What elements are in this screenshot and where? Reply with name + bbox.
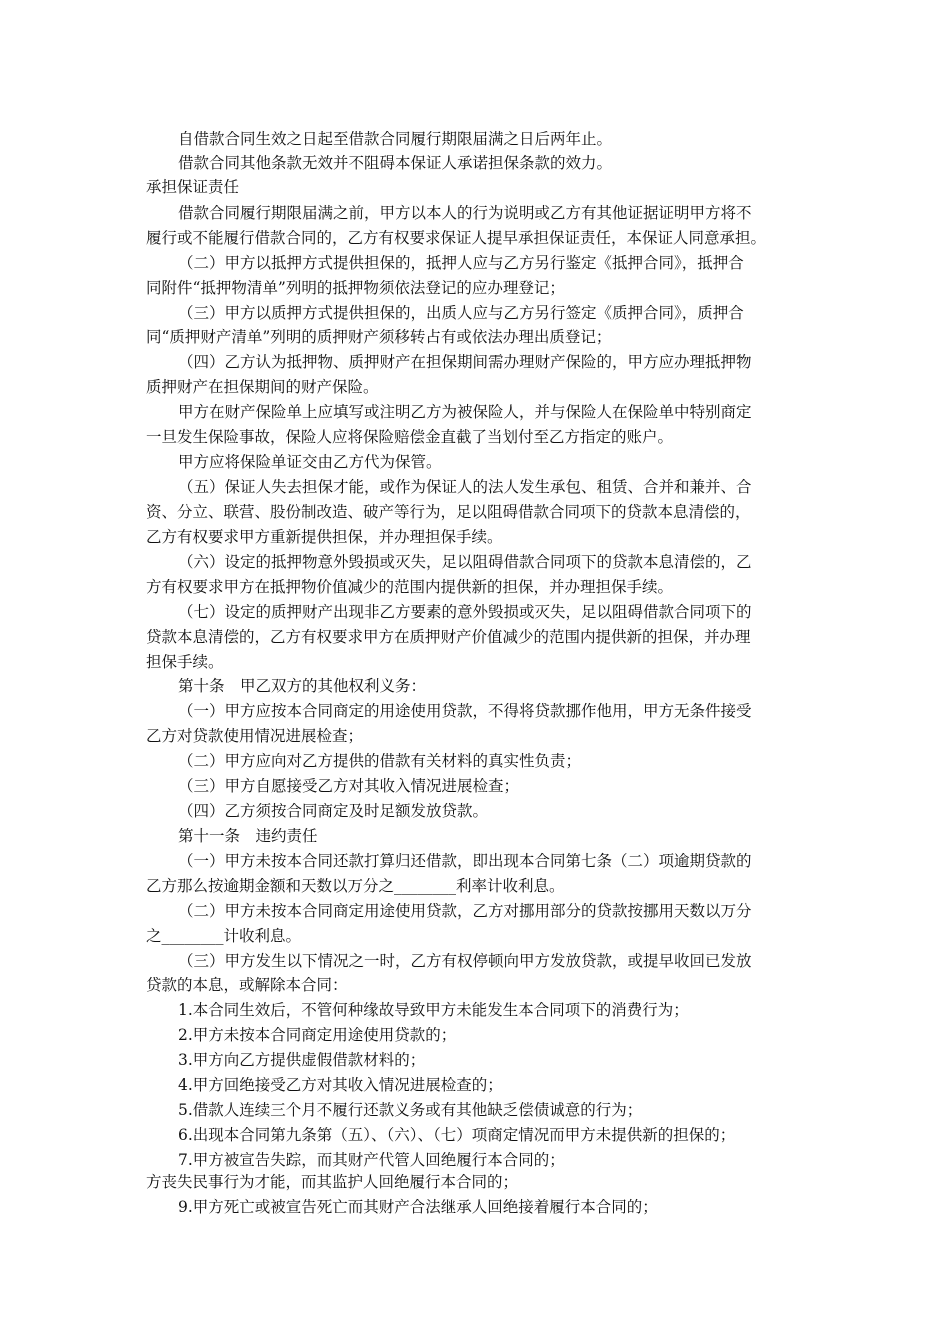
list-item: 7.甲方被宣告失踪，而其财产代管人回绝履行本合同的； <box>178 1151 565 1169</box>
paragraph-line: 之________计收利息。 <box>146 927 302 945</box>
paragraph-line: （三）甲方以质押方式提供担保的，出质人应与乙方另行签定《质押合同》，质押合 <box>178 304 744 322</box>
paragraph-line: 同附件“抵押物清单”列明的抵押物须依法登记的应办理登记； <box>146 279 565 297</box>
article-heading: 第十一条 违约责任 <box>178 827 318 845</box>
paragraph-line: 质押财产在担保期间的财产保险。 <box>146 378 379 396</box>
list-item: 9.甲方死亡或被宣告死亡而其财产合法继承人回绝接着履行本合同的； <box>178 1198 658 1216</box>
paragraph-line: 资、分立、联营、股份制改造、破产等行为，足以阻碍借款合同项下的贷款本息清偿的， <box>146 503 751 521</box>
paragraph-line: 一旦发生保险事故，保险人应将保险赔偿金直截了当划付至乙方指定的账户。 <box>146 428 674 446</box>
article-heading: 第十条 甲乙双方的其他权利义务： <box>178 677 427 695</box>
paragraph-line: 乙方那么按逾期金额和天数以万分之________利率计收利息。 <box>146 877 565 895</box>
list-item: 方丧失民事行为才能，而其监护人回绝履行本合同的； <box>146 1173 519 1191</box>
paragraph-line: 贷款的本息，或解除本合同： <box>146 976 348 994</box>
paragraph-line: 甲方应将保险单证交由乙方代为保管。 <box>178 453 442 471</box>
paragraph-line: 借款合同履行期限届满之前，甲方以本人的行为说明或乙方有其他证据证明甲方将不 <box>178 204 752 222</box>
paragraph-line: （一）甲方未按本合同还款打算归还借款，即出现本合同第七条（二）项逾期贷款的 <box>178 852 752 870</box>
paragraph-line: （二）甲方以抵押方式提供担保的，抵押人应与乙方另行鉴定《抵押合同》，抵押合 <box>178 254 744 272</box>
list-item: 1.本合同生效后，不管何种缘故导致甲方未能发生本合同项下的消费行为； <box>178 1001 689 1019</box>
paragraph-line: （二）甲方未按本合同商定用途使用贷款，乙方对挪用部分的贷款按挪用天数以万分 <box>178 902 752 920</box>
list-item: 3.甲方向乙方提供虚假借款材料的； <box>178 1051 426 1069</box>
paragraph-line: 履行或不能履行借款合同的，乙方有权要求保证人提早承担保证责任，本保证人同意承担。 <box>146 229 767 247</box>
list-item: 4.甲方回绝接受乙方对其收入情况进展检查的； <box>178 1076 503 1094</box>
paragraph-line: 乙方有权要求甲方重新提供担保，并办理担保手续。 <box>146 528 503 546</box>
paragraph-line: （二）甲方应向对乙方提供的借款有关材料的真实性负责； <box>178 752 582 770</box>
paragraph-line: （三）甲方自愿接受乙方对其收入情况进展检查； <box>178 777 520 795</box>
paragraph-line: （五）保证人失去担保才能，或作为保证人的法人发生承包、租赁、合并和兼并、合 <box>178 478 752 496</box>
paragraph-line: （三）甲方发生以下情况之一时，乙方有权停顿向甲方发放贷款，或提早收回已发放 <box>178 952 752 970</box>
paragraph-line: 同“质押财产清单”列明的质押财产须移转占有或依法办理出质登记； <box>146 328 612 346</box>
paragraph-line: 方有权要求甲方在抵押物价值减少的范围内提供新的担保，并办理担保手续。 <box>146 578 674 596</box>
paragraph-line: （一）甲方应按本合同商定的用途使用贷款，不得将贷款挪作他用，甲方无条件接受 <box>178 702 752 720</box>
section-heading: 承担保证责任 <box>146 178 240 196</box>
paragraph-line: 贷款本息清偿的，乙方有权要求甲方在质押财产价值减少的范围内提供新的担保，并办理 <box>146 628 751 646</box>
list-item: 2.甲方未按本合同商定用途使用贷款的； <box>178 1026 457 1044</box>
paragraph-line: 乙方对贷款使用情况进展检查； <box>146 727 364 745</box>
list-item: 6.出现本合同第九条第（五）、（六）、（七）项商定情况而甲方未提供新的担保的； <box>178 1126 736 1144</box>
paragraph-line: （七）设定的质押财产出现非乙方要素的意外毁损或灭失，足以阻碍借款合同项下的 <box>178 603 752 621</box>
paragraph-line: （六）设定的抵押物意外毁损或灭失，足以阻碍借款合同项下的贷款本息清偿的，乙 <box>178 553 752 571</box>
paragraph-line: 借款合同其他条款无效并不阻碍本保证人承诺担保条款的效力。 <box>178 154 613 172</box>
paragraph-line: 甲方在财产保险单上应填写或注明乙方为被保险人，并与保险人在保险单中特别商定 <box>178 403 752 421</box>
paragraph-line: 担保手续。 <box>146 653 224 671</box>
paragraph-line: 自借款合同生效之日起至借款合同履行期限届满之日后两年止。 <box>178 130 613 148</box>
paragraph-line: （四）乙方须按合同商定及时足额发放贷款。 <box>178 802 489 820</box>
paragraph-line: （四）乙方认为抵押物、质押财产在担保期间需办理财产保险的，甲方应办理抵押物 <box>178 353 752 371</box>
list-item: 5.借款人连续三个月不履行还款义务或有其他缺乏偿债诚意的行为； <box>178 1101 643 1119</box>
